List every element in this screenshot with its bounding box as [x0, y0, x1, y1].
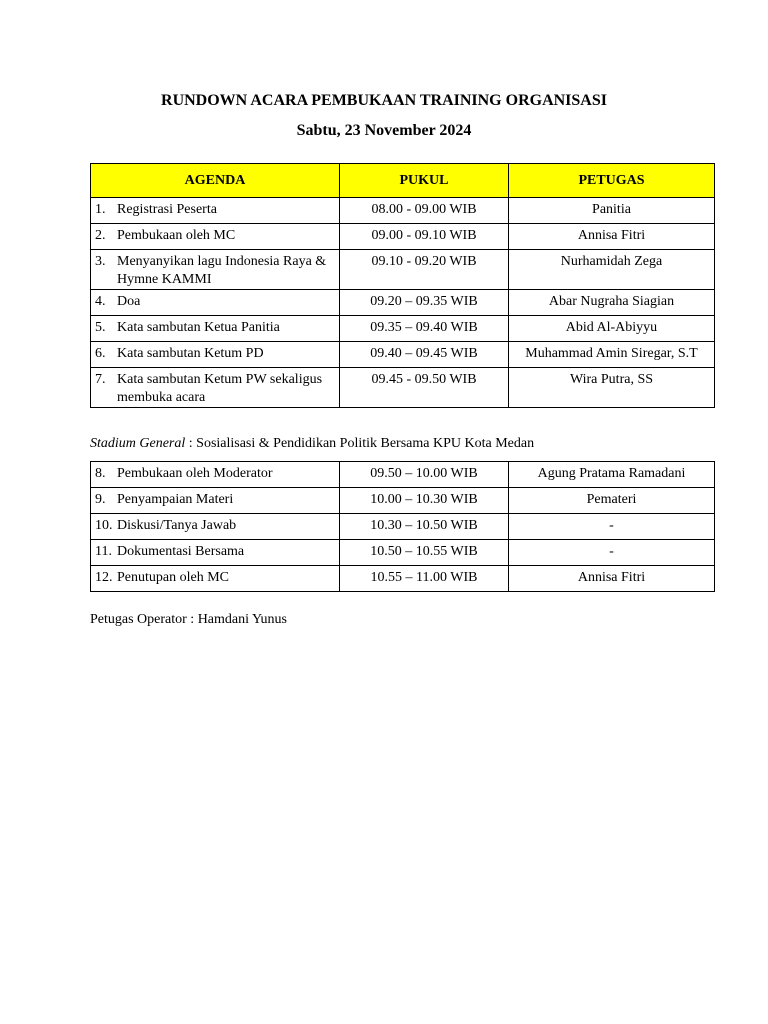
- agenda-cell: [91, 540, 340, 566]
- officer-cell: Annisa Fitri: [509, 566, 715, 592]
- agenda-number: 3.: [95, 254, 106, 269]
- officer-cell: -: [509, 540, 715, 566]
- officer-cell: Nurhamidah Zega: [509, 250, 715, 290]
- table-row: [91, 514, 715, 540]
- officer-cell: Agung Pratama Ramadani: [509, 462, 715, 488]
- agenda-text: Penyampaian Materi: [117, 492, 234, 507]
- agenda-number: 11.: [95, 544, 112, 559]
- agenda-text: Registrasi Peserta: [117, 202, 217, 217]
- document-date: Sabtu, 23 November 2024: [296, 122, 472, 139]
- agenda-cell: [91, 462, 340, 488]
- time-cell: 08.00 - 09.00 WIB: [340, 198, 509, 224]
- officer-cell: Wira Putra, SS: [509, 368, 715, 408]
- agenda-number: 12.: [95, 570, 113, 585]
- agenda-text: Kata sambutan Ketum PW sekaligus membuka acara: [117, 372, 323, 405]
- agenda-text: Pembukaan oleh Moderator: [117, 466, 273, 481]
- time-cell: 10.30 – 10.50 WIB: [340, 514, 509, 540]
- time-cell: 10.00 – 10.30 WIB: [340, 488, 509, 514]
- table-row: [91, 488, 715, 514]
- agenda-text: Menyanyikan lagu Indonesia Raya & Hymne KAMMI: [117, 254, 327, 287]
- agenda-number: 5.: [95, 320, 106, 335]
- table-row: [91, 566, 715, 592]
- agenda-cell: [91, 342, 340, 368]
- table-row: [91, 462, 715, 488]
- agenda-text: Diskusi/Tanya Jawab: [117, 518, 237, 533]
- time-cell: 10.55 – 11.00 WIB: [340, 566, 509, 592]
- agenda-cell: [91, 514, 340, 540]
- agenda-cell: [91, 368, 340, 408]
- table-header-row: [91, 164, 715, 198]
- rundown-table-opening: [90, 163, 715, 408]
- table-row: [91, 342, 715, 368]
- agenda-number: 8.: [95, 466, 106, 481]
- rundown-table-stadium-general: [90, 461, 715, 592]
- header-petugas: PETUGAS: [509, 164, 715, 198]
- operator-note: Petugas Operator : Hamdani Yunus: [90, 612, 287, 627]
- agenda-text: Penutupan oleh MC: [117, 570, 229, 585]
- stadium-general-label: Stadium General: [90, 436, 186, 451]
- officer-cell: Abar Nugraha Siagian: [509, 290, 715, 316]
- header-pukul: PUKUL: [340, 164, 509, 198]
- agenda-cell: [91, 316, 340, 342]
- time-cell: 09.20 – 09.35 WIB: [340, 290, 509, 316]
- agenda-text: Pembukaan oleh MC: [117, 228, 236, 243]
- table-row: [91, 316, 715, 342]
- officer-cell: Abid Al-Abiyyu: [509, 316, 715, 342]
- agenda-number: 2.: [95, 228, 106, 243]
- agenda-cell: [91, 488, 340, 514]
- time-cell: 09.40 – 09.45 WIB: [340, 342, 509, 368]
- agenda-text: Dokumentasi Bersama: [117, 544, 245, 559]
- officer-cell: Annisa Fitri: [509, 224, 715, 250]
- time-cell: 09.00 - 09.10 WIB: [340, 224, 509, 250]
- time-cell: 10.50 – 10.55 WIB: [340, 540, 509, 566]
- agenda-text: Kata sambutan Ketua Panitia: [117, 320, 280, 335]
- agenda-text: Kata sambutan Ketum PD: [117, 346, 264, 361]
- table-row: [91, 250, 715, 290]
- officer-cell: Muhammad Amin Siregar, S.T: [509, 342, 715, 368]
- time-cell: 09.50 – 10.00 WIB: [340, 462, 509, 488]
- table-row: [91, 290, 715, 316]
- stadium-general-text: : Sosialisasi & Pendidikan Politik Bersama KPU Kota Medan: [185, 436, 535, 451]
- agenda-number: 1.: [95, 202, 106, 217]
- agenda-cell: [91, 198, 340, 224]
- table-row: [91, 198, 715, 224]
- officer-cell: -: [509, 514, 715, 540]
- stadium-general-note: [90, 436, 534, 452]
- agenda-number: 9.: [95, 492, 106, 507]
- table-row: [91, 368, 715, 408]
- header-agenda: AGENDA: [91, 164, 340, 198]
- table-row: [91, 540, 715, 566]
- agenda-number: 4.: [95, 294, 106, 309]
- officer-cell: Panitia: [509, 198, 715, 224]
- agenda-number: 10.: [95, 518, 113, 533]
- time-cell: 09.35 – 09.40 WIB: [340, 316, 509, 342]
- agenda-cell: [91, 566, 340, 592]
- officer-cell: Pemateri: [509, 488, 715, 514]
- document-title: RUNDOWN ACARA PEMBUKAAN TRAINING ORGANISASI: [161, 92, 607, 109]
- agenda-number: 6.: [95, 346, 106, 361]
- time-cell: 09.10 - 09.20 WIB: [340, 250, 509, 290]
- agenda-cell: [91, 250, 340, 290]
- time-cell: 09.45 - 09.50 WIB: [340, 368, 509, 408]
- agenda-number: 7.: [95, 372, 106, 387]
- table-row: [91, 224, 715, 250]
- agenda-text: Doa: [117, 294, 141, 309]
- agenda-cell: [91, 224, 340, 250]
- agenda-cell: [91, 290, 340, 316]
